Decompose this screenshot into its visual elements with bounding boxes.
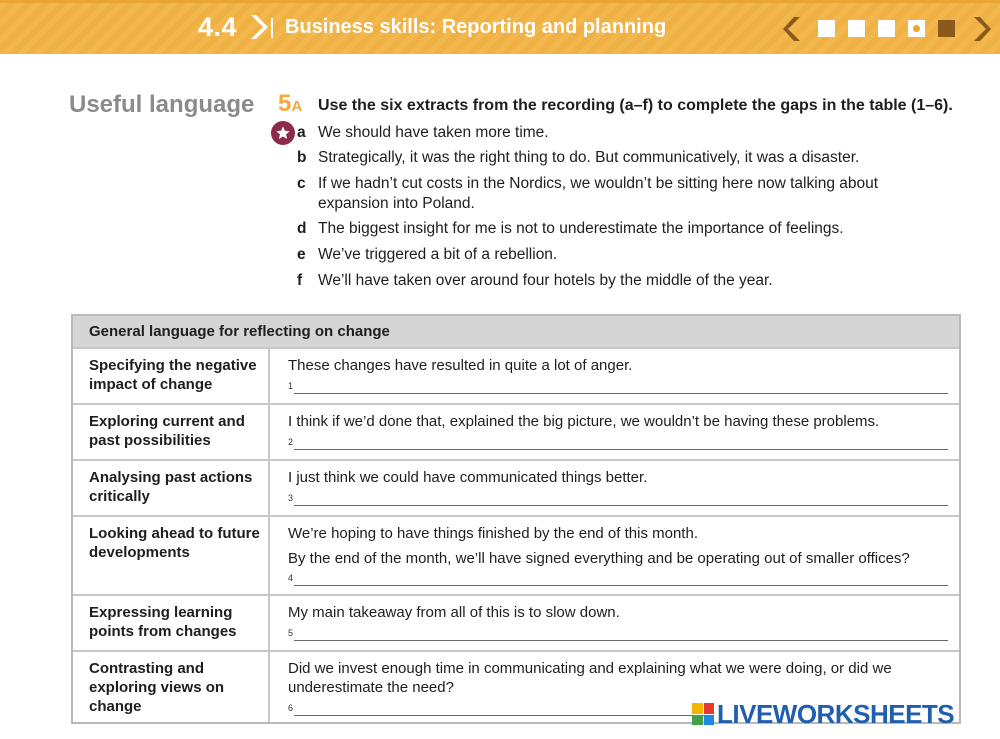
gap-answer-line-1[interactable] [294, 393, 948, 394]
extract-text: Strategically, it was the right thing to do. But communicatively, it was a disaster. [318, 149, 860, 166]
row-category-cell [73, 652, 270, 722]
gap-number: 2 [288, 437, 294, 447]
watermark-text: LIVEWORKSHEETS [717, 698, 955, 729]
extract-letter: d [297, 220, 307, 237]
row-example: I just think we could have communicated things better. [288, 469, 648, 486]
row-example: We’re hoping to have things finished by the end of this month. [288, 525, 698, 542]
table-row [73, 461, 959, 515]
row-example: I think if we’d done that, explained the big picture, we wouldn’t be having these problems. [288, 413, 880, 430]
nav-page-square-current[interactable] [908, 20, 925, 37]
extract-letter: c [297, 175, 306, 192]
row-category: Analysing past actions critically [89, 469, 253, 505]
gap-answer-line-4[interactable] [294, 585, 948, 586]
liveworksheets-watermark [692, 700, 954, 728]
row-category-cell [73, 517, 270, 594]
unit-header-bar [0, 0, 1000, 54]
extract-text: The biggest insight for me is not to underestimate the importance of feelings. [318, 220, 844, 237]
gap-answer-line-3[interactable] [294, 505, 948, 506]
nav-page-square-3[interactable] [878, 20, 895, 37]
nav-next-arrow-icon[interactable] [972, 16, 992, 42]
exercise-letter: A [291, 98, 303, 115]
row-category: Specifying the negative impact of change [89, 357, 257, 393]
exercise-instruction: Use the six extracts from the recording (a–f) to complete the gaps in the table (1–6). [318, 97, 953, 114]
table-row [73, 517, 959, 594]
unit-number: 4.4 [198, 12, 238, 42]
table-row [73, 596, 959, 650]
row-example: My main takeaway from all of this is to slow down. [288, 604, 620, 621]
row-category-cell [73, 461, 270, 515]
unit-title: Business skills: Reporting and planning [285, 16, 667, 38]
extract-letter: e [297, 246, 306, 263]
row-category: Exploring current and past possibilities [89, 413, 245, 449]
liveworksheets-logo-icon [692, 703, 714, 725]
section-heading: Useful language [69, 91, 255, 118]
gap-number: 3 [288, 493, 294, 503]
gap-answer-line-2[interactable] [294, 449, 948, 450]
gap-answer-line-5[interactable] [294, 640, 948, 641]
gap-number: 5 [288, 628, 294, 638]
table-row [73, 349, 959, 403]
reflecting-on-change-table [71, 314, 961, 724]
row-category-cell [73, 596, 270, 650]
exercise-number [278, 90, 302, 118]
extract-text: We should have taken more time. [318, 124, 549, 141]
table-header [73, 316, 959, 347]
chevron-right-icon [247, 12, 271, 42]
extract-text: We’ll have taken over around four hotels by the middle of the year. [318, 272, 773, 289]
nav-page-square-5[interactable] [938, 20, 955, 37]
row-category: Expressing learning points from changes [89, 604, 237, 640]
gap-number: 6 [288, 703, 294, 713]
row-category-cell [73, 405, 270, 459]
row-category: Looking ahead to future developments [89, 525, 260, 561]
extract-letter: a [297, 124, 306, 141]
nav-page-square-1[interactable] [818, 20, 835, 37]
gap-number: 1 [288, 381, 294, 391]
extract-text: We’ve triggered a bit of a rebellion. [318, 246, 558, 263]
table-title: General language for reflecting on change [89, 323, 390, 340]
row-category-cell [73, 349, 270, 403]
extract-letter: b [297, 149, 307, 166]
extract-text: If we hadn’t cut costs in the Nordics, we wouldn’t be sitting here now talking about expansion into Poland. [318, 175, 879, 212]
title-divider [271, 18, 273, 38]
exercise-number-digit: 5 [278, 90, 292, 117]
row-example: Did we invest enough time in communicating and explaining what we were doing, or did we underestimate the need? [288, 660, 892, 696]
nav-page-square-2[interactable] [848, 20, 865, 37]
row-category: Contrasting and exploring views on change [89, 660, 225, 715]
row-example: By the end of the month, we’ll have signed everything and be operating out of smaller offices? [288, 550, 910, 567]
row-example: These changes have resulted in quite a lot of anger. [288, 357, 633, 374]
extract-letter: f [297, 272, 303, 289]
star-icon [271, 121, 295, 145]
table-row [73, 405, 959, 459]
gap-number: 4 [288, 573, 294, 583]
nav-prev-arrow-icon[interactable] [782, 16, 802, 42]
gap-answer-line-6[interactable] [294, 715, 704, 716]
